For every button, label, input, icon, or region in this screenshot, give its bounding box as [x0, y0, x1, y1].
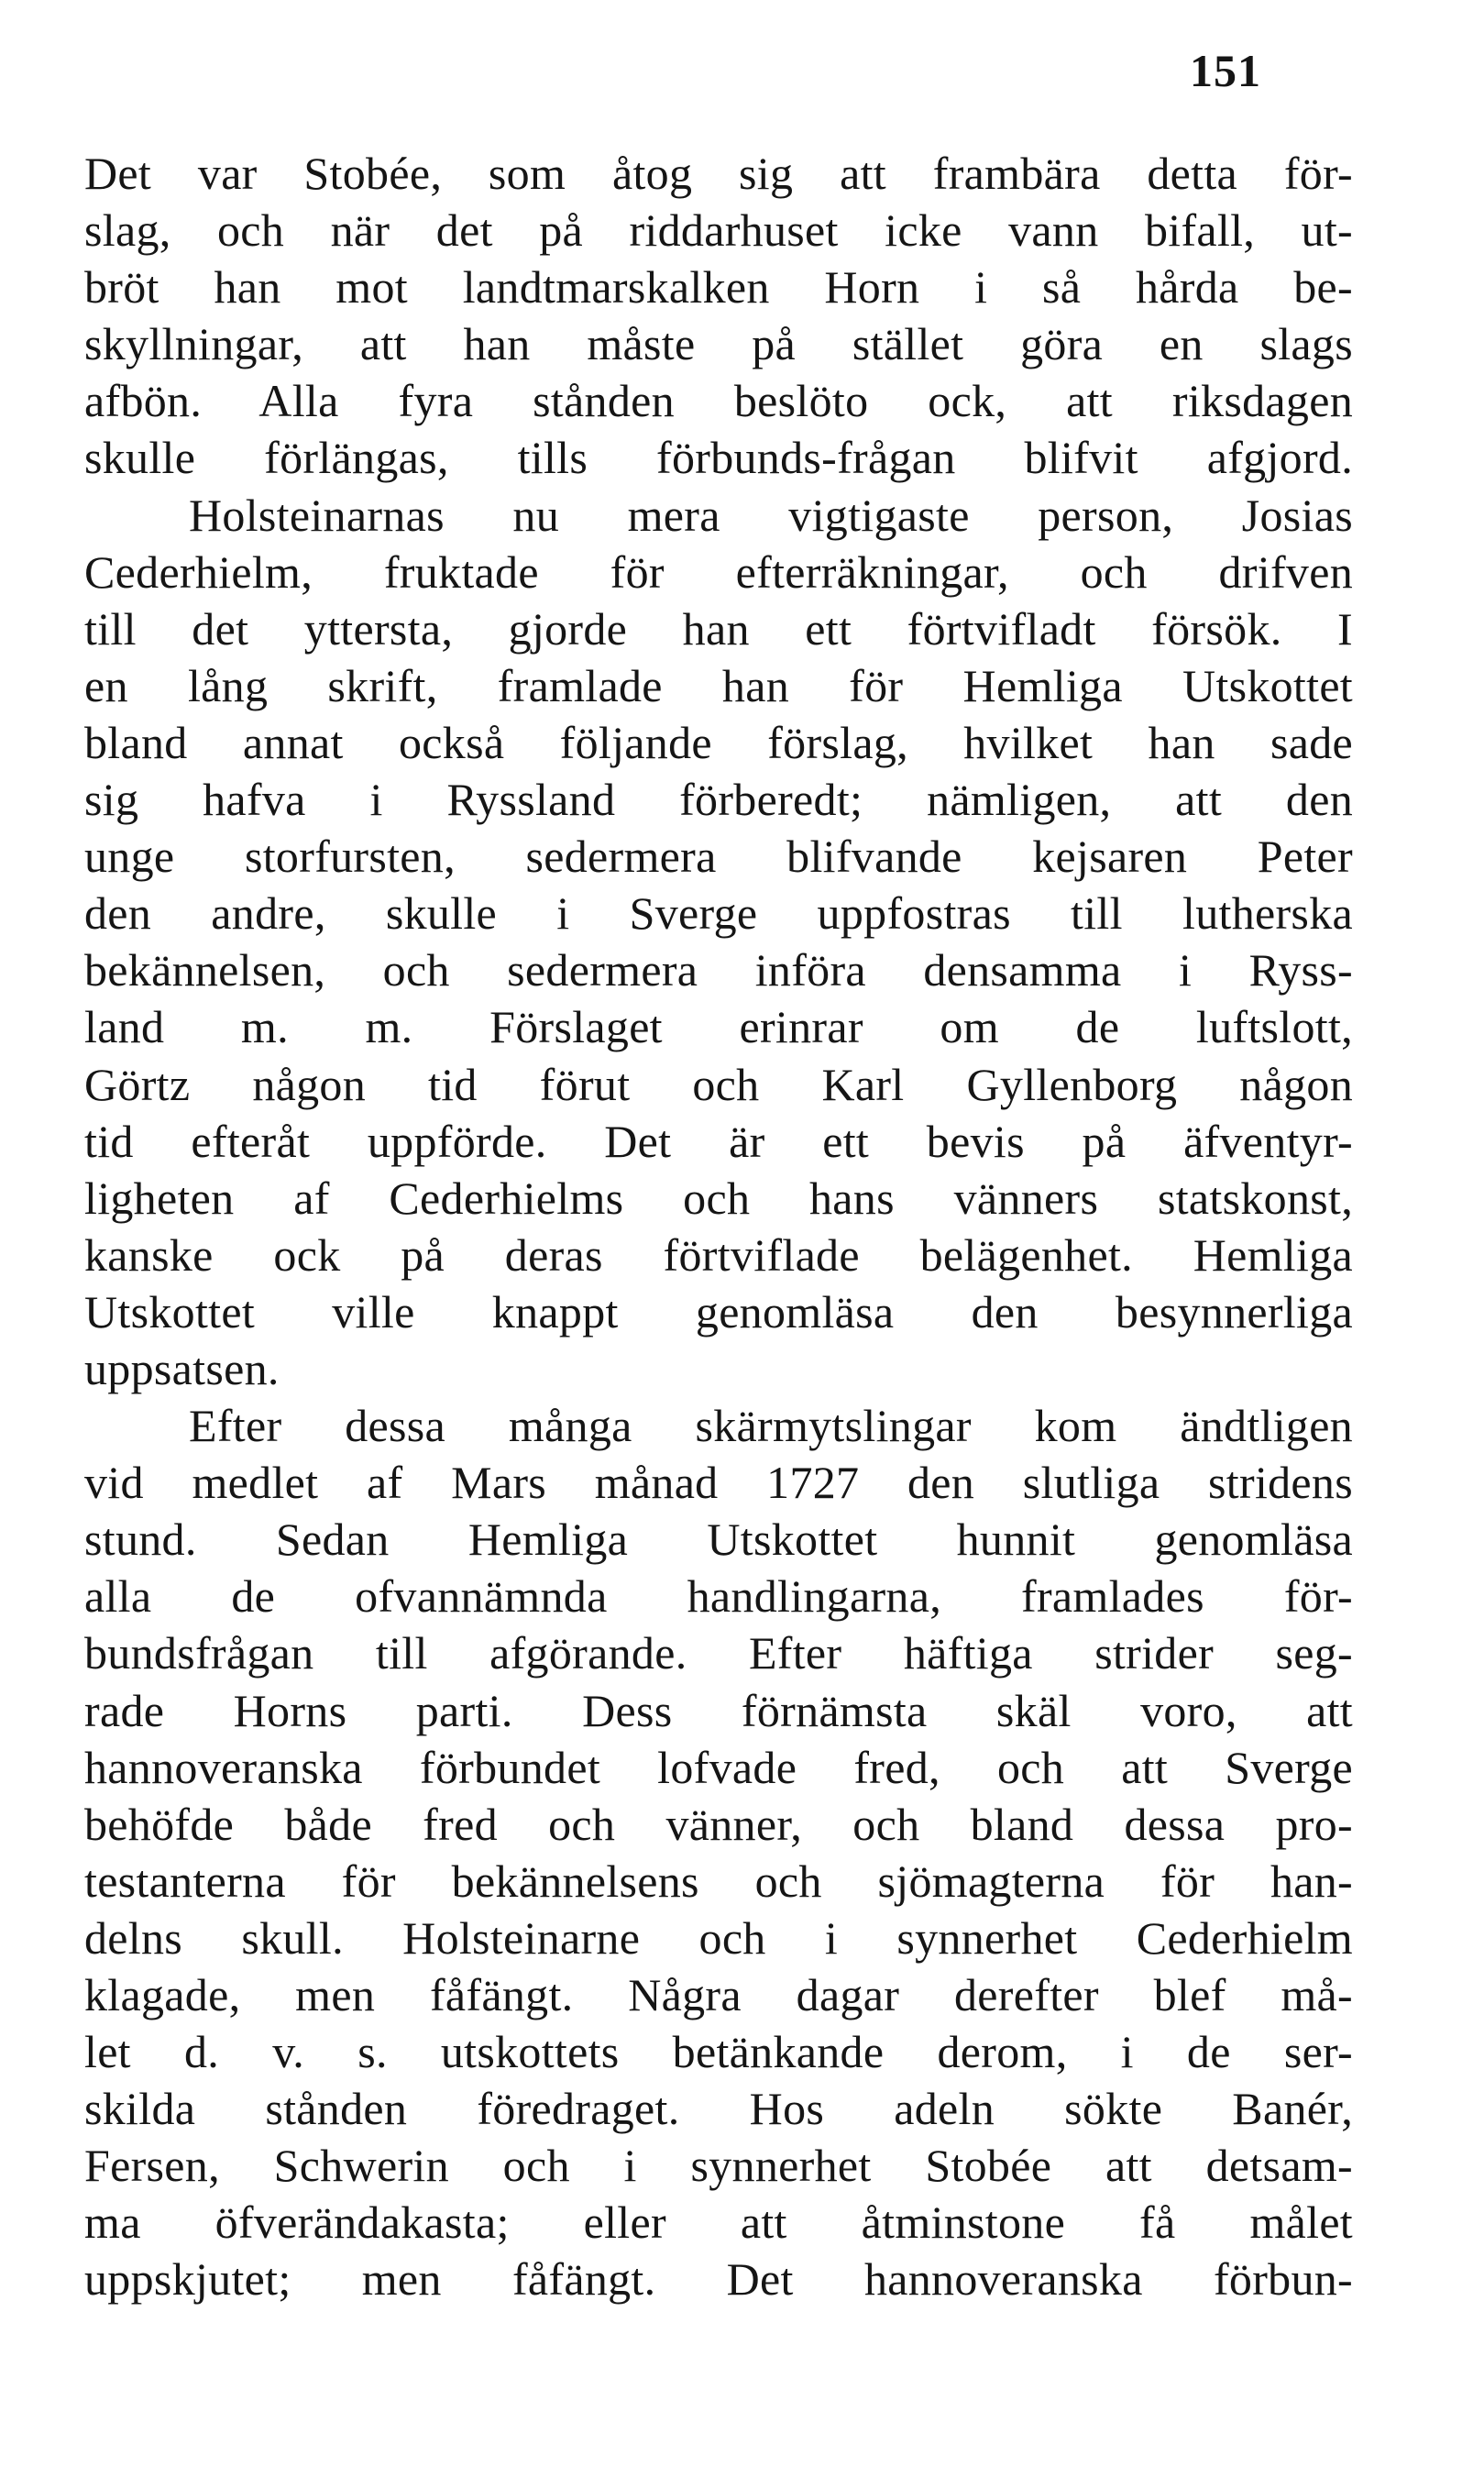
text-line: skilda stånden föredraget. Hos adeln sökte Banér, [84, 2083, 1353, 2135]
text-line: bundsfrågan till afgörande. Efter häftiga strider seg- [84, 1627, 1353, 1679]
text-line: skyllningar, att han måste på stället göra en slags [84, 318, 1353, 370]
text-line: uppskjutet; men fåfängt. Det hannoveranska förbun- [84, 2253, 1353, 2306]
text-line: behöfde både fred och vänner, och bland dessa pro- [84, 1798, 1353, 1850]
text-line: Utskottet ville knappt genomläsa den besynnerliga [84, 1285, 1353, 1338]
page-number: 151 [1190, 45, 1261, 96]
text-line: afbön. Alla fyra stånden beslöto ock, att riksdagen [84, 375, 1353, 427]
paragraph-start-line: Efter dessa många skärmytslingar kom ändtligen [189, 1400, 1353, 1452]
text-line: let d. v. s. utskottets betänkande derom, i de ser- [84, 2026, 1353, 2078]
text-line: till det yttersta, gjorde han ett förtvifladt försök. I [84, 602, 1353, 655]
paragraph-end-line: uppsatsen. [84, 1342, 280, 1394]
text-line: klagade, men fåfängt. Några dagar derefter blef må- [84, 1969, 1353, 2020]
paragraph-start-line: Holsteinarnas nu mera vigtigaste person, Josias [189, 489, 1353, 541]
text-line: en lång skrift, framlade han för Hemliga Utskottet [84, 659, 1353, 711]
text-line: Det var Stobée, som åtog sig att frambära detta för- [84, 148, 1353, 199]
text-line: kanske ock på deras förtviflade belägenhet. Hemliga [84, 1228, 1353, 1281]
text-line: tid efteråt uppförde. Det är ett bevis på äfventyr- [84, 1115, 1353, 1167]
text-line: Fersen, Schwerin och i synnerhet Stobée att detsam- [84, 2140, 1353, 2192]
text-line: ligheten af Cederhielms och hans vänners statskonst, [84, 1172, 1353, 1224]
text-line: slag, och när det på riddarhuset icke vann bifall, ut- [84, 204, 1353, 257]
text-line: stund. Sedan Hemliga Utskottet hunnit genomläsa [84, 1514, 1353, 1566]
text-line: bröt han mot landtmarskalken Horn i så hårda be- [84, 261, 1353, 314]
text-line: sig hafva i Ryssland förberedt; nämligen, att den [84, 774, 1353, 826]
text-line: unge storfursten, sedermera blifvande kejsaren Peter [84, 831, 1353, 883]
text-line: Görtz någon tid förut och Karl Gyllenborg någon [84, 1058, 1353, 1110]
text-line: delns skull. Holsteinarne och i synnerhet Cederhielm [84, 1911, 1353, 1964]
text-line: Cederhielm, fruktade för efterräkningar, och drifven [84, 545, 1353, 598]
text-line: skulle förlängas, tills förbunds-frågan blifvit afgjord. [84, 432, 1353, 484]
text-line: bekännelsen, och sedermera införa densamma i Ryss- [84, 944, 1353, 996]
body-text [84, 145, 1353, 2308]
text-line: den andre, skulle i Sverge uppfostras till lutherska [84, 887, 1353, 940]
text-line: testanterna för bekännelsens och sjömagterna för han- [84, 1855, 1353, 1907]
text-line: bland annat också följande förslag, hvilket han sade [84, 716, 1353, 768]
text-line: rade Horns parti. Dess förnämsta skäl voro, att [84, 1684, 1353, 1736]
text-line: ma öfverändakasta; eller att åtminstone få målet [84, 2196, 1353, 2249]
text-line: vid medlet af Mars månad 1727 den slutliga stridens [84, 1457, 1353, 1509]
text-line: hannoveranska förbundet lofvade fred, och att Sverge [84, 1741, 1353, 1793]
text-line: alla de ofvannämnda handlingarna, framlades för- [84, 1570, 1353, 1623]
text-line: land m. m. Förslaget erinrar om de luftslott, [84, 1001, 1353, 1053]
